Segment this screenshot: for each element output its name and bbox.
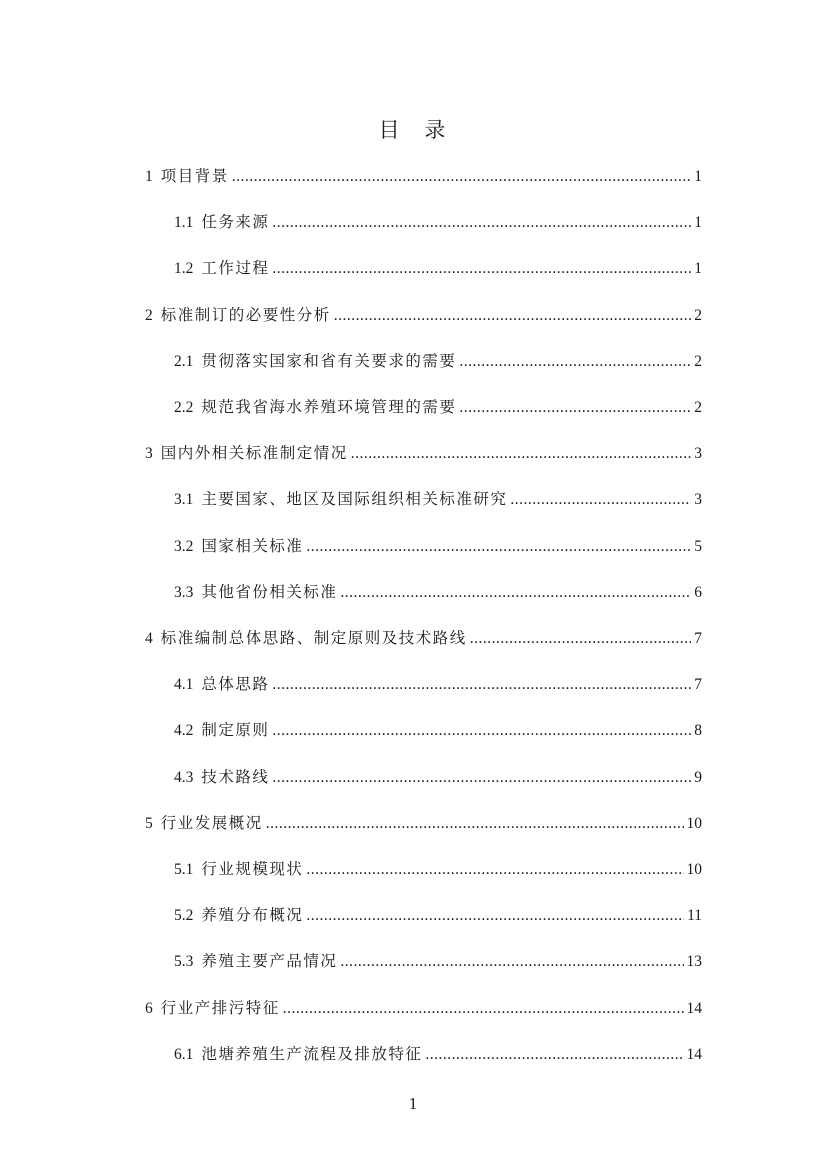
toc-entry-page: 2 bbox=[694, 307, 702, 324]
toc-entry-number: 5 bbox=[145, 815, 153, 832]
toc-entry-page: 6 bbox=[694, 584, 702, 601]
toc-entry[interactable] bbox=[145, 813, 702, 834]
toc-entry-title: 国家相关标准 bbox=[201, 537, 304, 555]
toc-entry-number: 1.2 bbox=[174, 260, 194, 277]
toc-entry-title: 总体思路 bbox=[201, 675, 270, 693]
toc-entry-number: 4.1 bbox=[174, 676, 194, 693]
toc-entry-page: 10 bbox=[686, 861, 702, 878]
toc-entry-page: 1 bbox=[694, 260, 702, 277]
toc-entry[interactable] bbox=[174, 905, 702, 926]
toc-entry-title: 规范我省海水养殖环境管理的需要 bbox=[201, 398, 457, 416]
toc-entry-title: 池塘养殖生产流程及排放特征 bbox=[201, 1045, 423, 1063]
toc-entry[interactable] bbox=[145, 998, 702, 1019]
toc-entry-number: 5.3 bbox=[174, 953, 194, 970]
toc-entry-number: 5.1 bbox=[174, 861, 194, 878]
toc-entry[interactable] bbox=[145, 305, 702, 326]
toc-entry-page: 2 bbox=[694, 353, 702, 370]
toc-entry-title: 行业产排污特征 bbox=[160, 999, 280, 1017]
toc-entry-number: 2 bbox=[145, 307, 153, 324]
toc-dot-leader bbox=[459, 398, 691, 418]
toc-entry[interactable] bbox=[145, 628, 702, 649]
toc-entry[interactable] bbox=[174, 258, 702, 279]
toc-entry[interactable] bbox=[174, 351, 702, 372]
toc-dot-leader bbox=[340, 583, 691, 603]
toc-entry[interactable] bbox=[174, 212, 702, 233]
toc-entry-page: 1 bbox=[694, 214, 702, 231]
toc-dot-leader bbox=[351, 444, 691, 464]
toc-entry-number: 5.2 bbox=[174, 907, 194, 924]
toc-entry[interactable] bbox=[174, 951, 702, 972]
toc-entry[interactable] bbox=[145, 443, 702, 464]
toc-entry-title: 贯彻落实国家和省有关要求的需要 bbox=[201, 352, 457, 370]
toc-entry-title: 国内外相关标准制定情况 bbox=[160, 444, 348, 462]
toc-entry-page: 9 bbox=[694, 769, 702, 786]
toc-entry-title: 标准编制总体思路、制定原则及技术路线 bbox=[160, 629, 467, 647]
toc-dot-leader bbox=[272, 675, 691, 695]
toc-entry-title: 工作过程 bbox=[201, 259, 270, 277]
toc-entry-page: 11 bbox=[687, 907, 702, 924]
toc-entry-title: 任务来源 bbox=[201, 213, 270, 231]
toc-entry-title: 项目背景 bbox=[160, 167, 229, 185]
toc-entry-page: 3 bbox=[694, 445, 702, 462]
toc-entry[interactable] bbox=[174, 489, 702, 510]
toc-dot-leader bbox=[232, 167, 691, 187]
toc-dot-leader bbox=[306, 860, 683, 880]
toc-entry[interactable] bbox=[174, 536, 702, 557]
toc-dot-leader bbox=[272, 259, 691, 279]
toc-dot-leader bbox=[334, 306, 691, 326]
toc-entry-number: 3 bbox=[145, 445, 153, 462]
toc-entry[interactable] bbox=[174, 674, 702, 695]
toc-entry-title: 行业规模现状 bbox=[201, 860, 304, 878]
toc-entry-number: 6.1 bbox=[174, 1046, 194, 1063]
toc-entry-page: 13 bbox=[686, 953, 702, 970]
toc-entry[interactable] bbox=[174, 767, 702, 788]
toc-entry[interactable] bbox=[174, 859, 702, 880]
toc-entry-page: 7 bbox=[694, 630, 702, 647]
toc-entry-page: 3 bbox=[694, 491, 702, 508]
toc-dot-leader bbox=[459, 352, 691, 372]
toc-entry-page: 2 bbox=[694, 399, 702, 416]
toc-entry-page: 10 bbox=[686, 815, 702, 832]
toc-dot-leader bbox=[510, 490, 691, 510]
toc-entry-number: 1 bbox=[145, 168, 153, 185]
toc-entry-number: 4 bbox=[145, 630, 153, 647]
toc-entry[interactable] bbox=[174, 582, 702, 603]
toc-entry[interactable] bbox=[174, 397, 702, 418]
toc-entry-page: 14 bbox=[686, 1046, 702, 1063]
toc-entry-number: 3.3 bbox=[174, 584, 194, 601]
toc-entry-page: 14 bbox=[686, 1000, 702, 1017]
toc-entry[interactable] bbox=[174, 1044, 702, 1065]
toc-entry-number: 2.1 bbox=[174, 353, 194, 370]
toc-entry-title: 技术路线 bbox=[201, 768, 270, 786]
toc-entry-page: 8 bbox=[694, 722, 702, 739]
toc-entry-number: 3.2 bbox=[174, 538, 194, 555]
toc-entry-page: 7 bbox=[694, 676, 702, 693]
toc-dot-leader bbox=[272, 768, 691, 788]
toc-entry-number: 1.1 bbox=[174, 214, 194, 231]
toc-dot-leader bbox=[340, 952, 683, 972]
toc-entry-number: 4.3 bbox=[174, 769, 194, 786]
toc-title: 目 录 bbox=[378, 118, 448, 142]
toc-entry-number: 2.2 bbox=[174, 399, 194, 416]
toc-entry-number: 4.2 bbox=[174, 722, 194, 739]
toc-dot-leader bbox=[470, 629, 691, 649]
toc-dot-leader bbox=[306, 537, 691, 557]
toc-entry-title: 行业发展概况 bbox=[160, 814, 263, 832]
toc-entry-title: 主要国家、地区及国际组织相关标准研究 bbox=[201, 490, 508, 508]
toc-dot-leader bbox=[306, 906, 684, 926]
toc-entry-number: 3.1 bbox=[174, 491, 194, 508]
toc-entry[interactable] bbox=[145, 166, 702, 187]
toc-entry-page: 5 bbox=[694, 538, 702, 555]
toc-entry-title: 养殖主要产品情况 bbox=[201, 952, 338, 970]
toc-dot-leader bbox=[272, 213, 691, 233]
toc-entry-title: 其他省份相关标准 bbox=[201, 583, 338, 601]
toc-entry-title: 制定原则 bbox=[201, 721, 270, 739]
toc-entry[interactable] bbox=[174, 720, 702, 741]
toc-entry-title: 标准制订的必要性分析 bbox=[160, 306, 331, 324]
toc-dot-leader bbox=[266, 814, 684, 834]
toc-entry-number: 6 bbox=[145, 1000, 153, 1017]
page-number: 1 bbox=[408, 1094, 418, 1113]
toc-dot-leader bbox=[425, 1045, 683, 1065]
toc-dot-leader bbox=[272, 721, 691, 741]
toc-entry-title: 养殖分布概况 bbox=[201, 906, 304, 924]
toc-entry-page: 1 bbox=[694, 168, 702, 185]
toc-dot-leader bbox=[283, 999, 684, 1019]
